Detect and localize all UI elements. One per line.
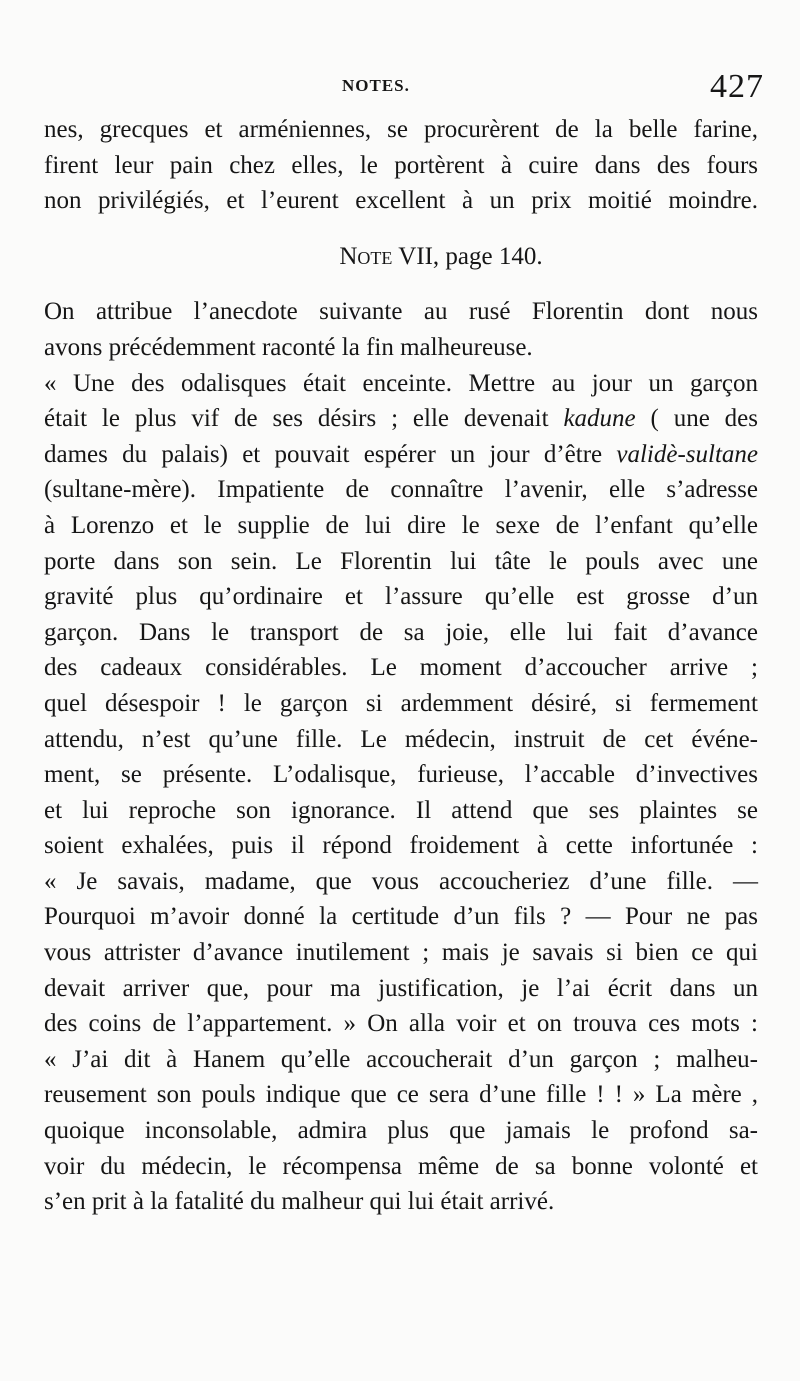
text-line: attendu, n’est qu’une fille. Le médecin, instruit de cet événe-: [44, 725, 758, 753]
text-line: « J’ai dit à Hanem qu’elle accoucherait d’un garçon ; malheu-: [44, 1045, 758, 1073]
text-line: « Je savais, madame, que vous accoucheriez d’une fille. —: [44, 867, 758, 895]
text-line: (sultane-mère). Impatiente de connaître l’avenir, elle s’adresse: [44, 476, 758, 504]
text-line: voir du médecin, le récompensa même de sa bonne volonté et: [44, 1152, 758, 1180]
text-line: des cadeaux considérables. Le moment d’accoucher arrive ;: [44, 654, 758, 682]
text-line: gravité plus qu’ordinaire et l’assure qu’elle est grosse d’un: [44, 583, 758, 611]
text-line: non privilégiés, et l’eurent excellent à un prix moitié moindre.: [44, 187, 758, 215]
text-line: firent leur pain chez elles, le portèrent à cuire dans des fours: [44, 151, 758, 179]
text-line-with-italic: [44, 437, 758, 473]
note-page-ref: page 140.: [445, 242, 543, 270]
text-line: reusement son pouls indique que ce sera d’une fille ! ! » La mère ,: [44, 1081, 758, 1109]
page-number: 427: [710, 68, 764, 105]
text-line: à Lorenzo et le supplie de lui dire le sexe de l’enfant qu’elle: [44, 511, 758, 539]
text-segment: était le plus vif de ses désirs ; elle devenait: [44, 405, 549, 433]
text-line: s’en prit à la fatalité du malheur qui lui était arrivé.: [44, 1188, 555, 1216]
text-line: quoique inconsolable, admira plus que jamais le profond sa-: [44, 1117, 758, 1145]
text-line: soient exhalées, puis il répond froidement à cette infortunée :: [44, 832, 758, 860]
text-line: et lui reproche son ignorance. Il attend que ses plaintes se: [44, 796, 758, 824]
running-title: NOTES.: [342, 76, 410, 95]
text-line: Pourquoi m’avoir donné la certitude d’un fils ? — Pour ne pas: [44, 903, 758, 931]
text-line: avons précédemment raconté la fin malheureuse.: [44, 333, 533, 361]
text-line: devait arriver que, pour ma justification, je l’ai écrit dans un: [44, 974, 758, 1002]
text-line: porte dans son sein. Le Florentin lui tâte le pouls avec une: [44, 547, 758, 575]
text-line: quel désespoir ! le garçon si ardemment désiré, si fermement: [44, 689, 758, 717]
text-line: des coins de l’appartement. » On alla voir et on trouva ces mots :: [44, 1010, 758, 1038]
note-label: Note VII,: [339, 242, 440, 270]
italic-term: validè-sultane: [616, 440, 758, 468]
text-line: ment, se présente. L’odalisque, furieuse, l’accable d’invectives: [44, 761, 758, 789]
text-line: « Une des odalisques était enceinte. Mettre au jour un garçon: [44, 369, 758, 397]
body-text: [44, 112, 758, 1220]
text-line: garçon. Dans le transport de sa joie, elle lui fait d’avance: [44, 618, 758, 646]
text-line: vous attrister d’avance inutilement ; mais je savais si bien ce qui: [44, 939, 758, 967]
note-heading: [44, 239, 758, 275]
italic-term: kadune: [563, 405, 636, 433]
running-head: [0, 68, 800, 105]
text-line: On attribue l’anecdote suivante au rusé Florentin dont nous: [44, 298, 758, 326]
text-segment: ( une des: [650, 405, 759, 433]
text-line: nes, grecques et arméniennes, se procurèrent de la belle farine,: [44, 116, 758, 143]
text-line-with-italic: [44, 401, 758, 437]
text-segment: dames du palais) et pouvait espérer un jour d’être: [44, 440, 603, 468]
